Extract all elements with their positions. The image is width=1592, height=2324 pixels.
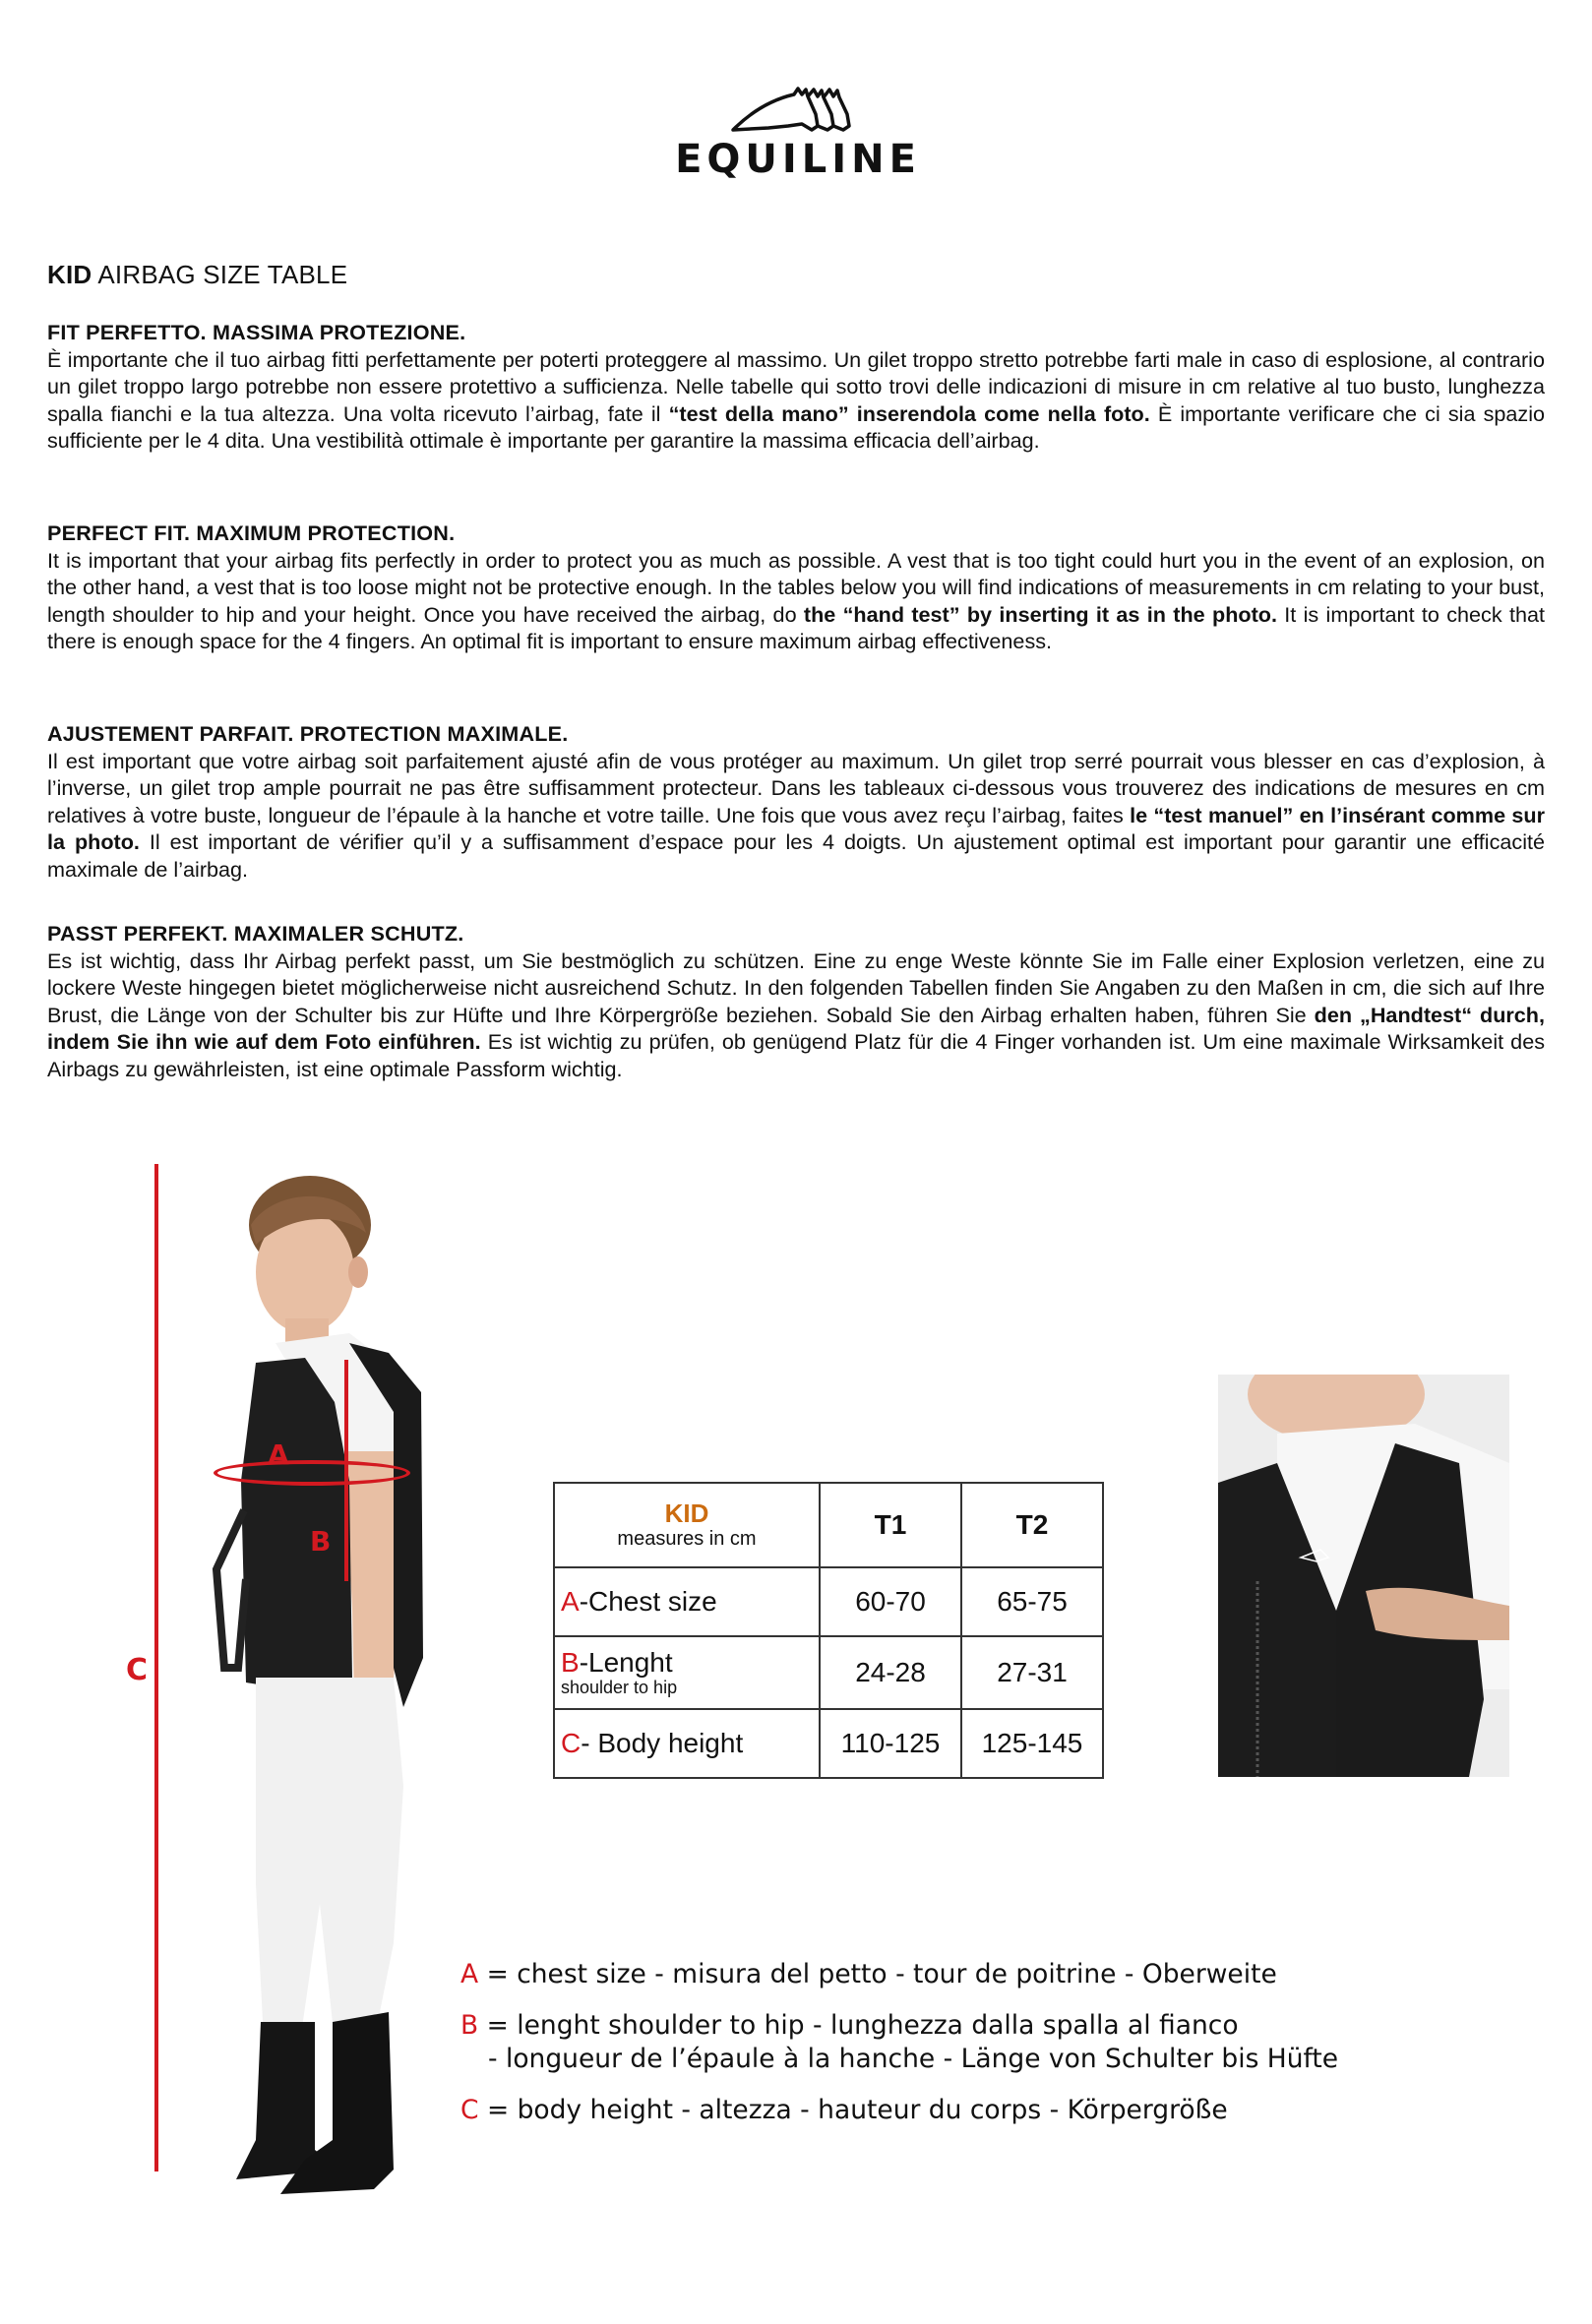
table-cell: 65-75: [961, 1567, 1103, 1636]
brand-logo: [665, 87, 931, 195]
section-heading: FIT PERFETTO. MASSIMA PROTEZIONE.: [47, 320, 466, 344]
measurement-legend: [460, 1958, 1338, 2145]
section-french: [47, 720, 1545, 883]
table-cell: 125-145: [961, 1709, 1103, 1778]
paragraph-text: It is important to check that there is enough space for the 4 fingers. An optimal fit is important to ensure maximum airbag effectiveness.: [47, 601, 1545, 653]
legend-text: = chest size - misura del petto - tour de poitrine - Oberweite: [478, 1959, 1277, 1989]
section-paragraph: [47, 948, 1545, 1083]
table-header-row: [554, 1483, 1103, 1567]
row-letter: B: [561, 1647, 580, 1678]
table-cell: 60-70: [820, 1567, 961, 1636]
section-heading: PASST PERFEKT. MAXIMALER SCHUTZ.: [47, 921, 464, 946]
legend-key: C: [460, 2095, 479, 2125]
kid-wearing-airbag-vest-full-body-photo: [108, 1156, 512, 2209]
table-header-cell: [554, 1483, 820, 1567]
table-subtitle: measures in cm: [617, 1528, 757, 1550]
paragraph-text: Es ist wichtig, dass Ihr Airbag perfekt passt, um Sie bestmöglich zu schützen. Eine zu enge Weste könnte Sie im Falle einer Explosion verletzen, eine zu lockere Weste hingegen bietet möglicherweise nicht ausreichend Schutz. In den folgenden Tabellen finden Sie Angaben zu den Maßen in cm, die sich auf Ihre Brust, die Länge von der Schulter bis zur Hüfte und Ihre Körpergröße beziehen. Sobald Sie den Airbag erhalten haben, führen Sie: [47, 948, 1545, 1027]
measure-ring-a: [214, 1460, 410, 1486]
section-english: [47, 520, 1545, 655]
hand-test-inside-vest-photo: [1218, 1375, 1509, 1777]
legend-text-continued: - longueur de l’épaule à la hanche - Länge von Schulter bis Hüfte: [488, 2044, 1339, 2074]
section-italian: [47, 319, 1545, 455]
measure-line-c: [154, 1164, 158, 2171]
section-paragraph: [47, 547, 1545, 655]
marker-b: B: [310, 1525, 332, 1558]
section-heading: PERFECT FIT. MAXIMUM PROTECTION.: [47, 520, 456, 545]
size-header-t2: T2: [961, 1483, 1103, 1567]
paragraph-emphasis: den „Handtest“ durch, indem Sie ihn wie auf dem Foto einführen.: [47, 1002, 1545, 1054]
row-label-text: -Chest size: [579, 1586, 717, 1617]
row-label-chest: [554, 1567, 820, 1636]
row-label-height: [554, 1709, 820, 1778]
table-row: [554, 1636, 1103, 1709]
paragraph-text: Il est important que votre airbag soit parfaitement ajusté afin de vous protéger au maximum. Un gilet trop serré pourrait vous blesser en cas d’explosion, à l’inverse, un gilet trop ample pourrait ne pas être suffisamment protecteur. Dans les tableaux ci-dessous vous trouverez des indications de mesures en cm relatives à votre buste, longueur de l’épaule à la hanche et votre taille. Une fois que vous avez reçu l’airbag, faites: [47, 748, 1545, 827]
page-title-bold: KID: [47, 260, 92, 289]
table-row: [554, 1709, 1103, 1778]
row-label-sub: shoulder to hip: [561, 1678, 678, 1697]
legend-item-a: [460, 1958, 1338, 1991]
measure-line-b: [344, 1360, 348, 1581]
table-cell: 24-28: [820, 1636, 961, 1709]
legend-item-c: [460, 2094, 1338, 2127]
page-title: [47, 260, 347, 290]
legend-text: = body height - altezza - hauteur du corps - Körpergröße: [478, 2095, 1228, 2125]
size-header-t1: T1: [820, 1483, 961, 1567]
paragraph-text: Il est important de vérifier qu’il y a suffisamment d’espace pour les 4 doigts. Un ajustement optimal est important pour garantir une efficacité maximale de l’airbag.: [47, 829, 1545, 882]
section-heading: AJUSTEMENT PARFAIT. PROTECTION MAXIMALE.: [47, 721, 569, 746]
three-horse-heads-icon: [729, 87, 867, 136]
marker-a: A: [268, 1438, 289, 1471]
page-title-rest: AIRBAG SIZE TABLE: [92, 260, 348, 289]
paragraph-emphasis: the “hand test” by inserting it as in the photo.: [803, 601, 1277, 627]
table-title: KID: [664, 1498, 709, 1528]
legend-item-b: [460, 2009, 1338, 2076]
table-cell: 27-31: [961, 1636, 1103, 1709]
row-letter: A: [561, 1586, 580, 1617]
row-label-text: -Lenght: [579, 1647, 673, 1678]
row-letter: C: [561, 1728, 582, 1758]
row-label-text: - Body height: [581, 1728, 744, 1758]
paragraph-text: È importante che il tuo airbag fitti perfettamente per poterti proteggere al massimo. Un gilet troppo stretto potrebbe farti male in caso di esplosione, al contrario un gilet troppo largo potrebbe non essere protettivo a sufficienza. Nelle tabelle qui sotto trovi delle indicazioni di misure in cm relative al tuo busto, lunghezza spalla fianchi e la tua altezza. Una volta ricevuto l’airbag, fate il: [47, 346, 1545, 426]
table-row: [554, 1567, 1103, 1636]
size-table: [553, 1482, 1104, 1779]
section-paragraph: [47, 346, 1545, 455]
section-german: [47, 920, 1545, 1082]
paragraph-text: It is important that your airbag fits perfectly in order to protect you as much as possible. A vest that is too tight could hurt you in the event of an explosion, on the other hand, a vest that is too loose might not be protective enough. In the tables below you will find indications of measurements in cm relating to your bust, length shoulder to hip and your height. Once you have received the airbag, do: [47, 547, 1545, 627]
section-paragraph: [47, 748, 1545, 884]
legend-key: B: [460, 2010, 479, 2041]
paragraph-text: È importante verificare che ci sia spazio sufficiente per le 4 dita. Una vestibilità ottimale è importante per garantire la massima efficacia dell’airbag.: [47, 400, 1545, 453]
paragraph-emphasis: le “test manuel” en l’insérant comme sur la photo.: [47, 802, 1545, 854]
brand-wordmark: EQUILINE: [675, 137, 921, 182]
marker-c: C: [126, 1653, 149, 1687]
paragraph-emphasis: “test della mano” inserendola come nella foto.: [668, 400, 1150, 426]
legend-text: = lenght shoulder to hip - lunghezza dalla spalla al fianco: [478, 2010, 1239, 2041]
row-label-length: [554, 1636, 820, 1709]
paragraph-text: Es ist wichtig zu prüfen, ob genügend Platz für die 4 Finger vorhanden ist. Um eine maximale Wirksamkeit des Airbags zu gewährleisten, ist eine optimale Passform wichtig.: [47, 1029, 1546, 1081]
legend-key: A: [460, 1959, 479, 1989]
table-cell: 110-125: [820, 1709, 961, 1778]
